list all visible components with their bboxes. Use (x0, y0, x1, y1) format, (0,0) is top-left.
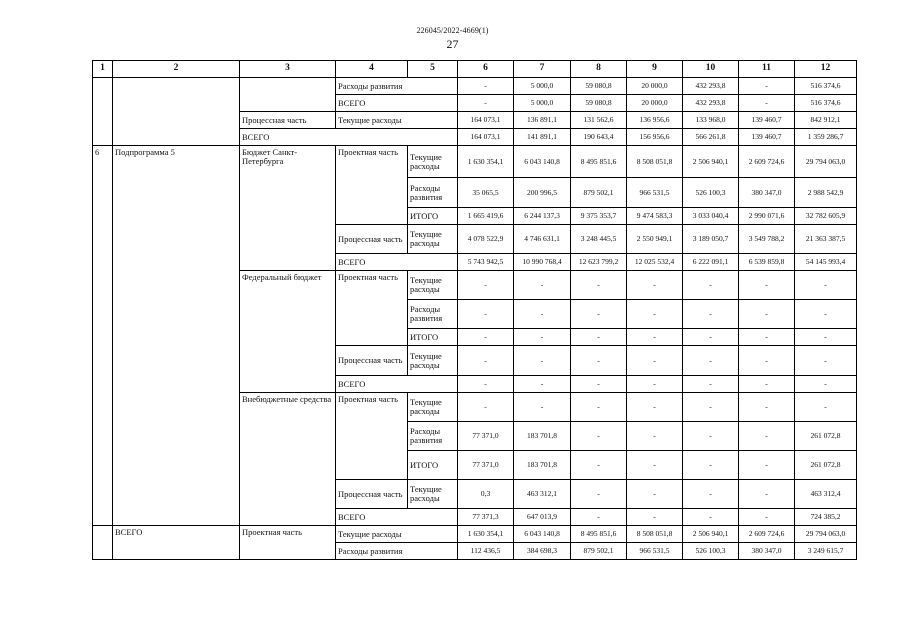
value-cell: - (683, 376, 739, 393)
col-header: 6 (458, 61, 514, 78)
document-id: 226045/2022-4669(1) (416, 26, 489, 35)
value-cell: 3 248 445,5 (571, 225, 627, 254)
value-cell: 3 549 788,2 (739, 225, 795, 254)
value-cell: 77 371,0 (458, 451, 514, 480)
value-cell: - (571, 480, 627, 509)
value-cell: 3 033 040,4 (683, 208, 739, 225)
expense-type: Текущие расходы (408, 225, 458, 254)
budget-table (92, 60, 857, 560)
col-header: 12 (795, 61, 857, 78)
table-row (93, 78, 857, 95)
value-cell: 432 293,8 (683, 95, 739, 112)
value-cell: 59 080,8 (571, 78, 627, 95)
subprogram-name: Подпрограмма 5 (113, 146, 240, 526)
value-cell: 463 312,1 (514, 480, 571, 509)
value-cell: 4 078 522,9 (458, 225, 514, 254)
value-cell: 380 347,0 (739, 178, 795, 208)
value-cell: - (458, 78, 514, 95)
value-cell: - (739, 509, 795, 526)
value-cell: 131 562,6 (571, 112, 627, 129)
value-cell: 35 065,5 (458, 178, 514, 208)
value-cell: 0,3 (458, 480, 514, 509)
value-cell: - (739, 393, 795, 422)
value-cell: 54 145 993,4 (795, 254, 857, 271)
value-cell: - (627, 346, 683, 376)
col-header: 9 (627, 61, 683, 78)
value-cell: 1 359 286,7 (795, 129, 857, 146)
value-cell: - (739, 376, 795, 393)
value-cell: 647 013,9 (514, 509, 571, 526)
value-cell: 261 072,8 (795, 451, 857, 480)
value-cell: - (514, 271, 571, 300)
value-cell: - (571, 376, 627, 393)
value-cell: - (739, 480, 795, 509)
value-cell: 526 100,3 (683, 178, 739, 208)
value-cell: 8 508 051,8 (627, 526, 683, 543)
value-cell: 6 043 140,8 (514, 146, 571, 178)
funding-source: Федеральный бюджет (240, 271, 336, 393)
part-label: Проектная часть (336, 271, 408, 346)
value-cell: - (514, 329, 571, 346)
value-cell: 2 550 949,1 (627, 225, 683, 254)
value-cell: - (683, 329, 739, 346)
value-cell: - (795, 271, 857, 300)
row-label: Процессная часть (240, 112, 336, 129)
value-cell: 384 698,3 (514, 543, 571, 560)
value-cell: 2 990 071,6 (739, 208, 795, 225)
funding-source: Внебюджетные средства (240, 393, 336, 526)
value-cell: - (514, 300, 571, 329)
value-cell: - (571, 329, 627, 346)
cell-empty (240, 78, 336, 112)
value-cell: - (795, 393, 857, 422)
value-cell: - (795, 329, 857, 346)
part-label: Процессная часть (336, 480, 408, 509)
value-cell: 12 025 532,4 (627, 254, 683, 271)
value-cell: - (458, 346, 514, 376)
value-cell: 59 080,8 (571, 95, 627, 112)
value-cell: - (458, 376, 514, 393)
value-cell: 77 371,3 (458, 509, 514, 526)
value-cell: - (458, 95, 514, 112)
value-cell: 6 244 137,3 (514, 208, 571, 225)
value-cell: 21 363 387,5 (795, 225, 857, 254)
part-label: Проектная часть (336, 393, 408, 480)
value-cell: 164 073,1 (458, 112, 514, 129)
value-cell: - (683, 393, 739, 422)
value-cell: - (458, 300, 514, 329)
value-cell: 966 531,5 (627, 178, 683, 208)
row-label: ВСЕГО (240, 129, 458, 146)
value-cell: - (739, 451, 795, 480)
value-cell: 112 436,5 (458, 543, 514, 560)
value-cell: 966 531,5 (627, 543, 683, 560)
value-cell: 20 000,0 (627, 95, 683, 112)
value-cell: 9 474 583,3 (627, 208, 683, 225)
expense-type: Текущие расходы (408, 146, 458, 178)
part-label: Процессная часть (336, 225, 408, 254)
value-cell: 1 630 354,1 (458, 526, 514, 543)
value-cell: 2 506 940,1 (683, 526, 739, 543)
value-cell: 842 912,1 (795, 112, 857, 129)
expense-type: ИТОГО (408, 451, 458, 480)
value-cell: 136 891,1 (514, 112, 571, 129)
value-cell: - (627, 376, 683, 393)
value-cell: - (571, 451, 627, 480)
total-label: ВСЕГО (113, 526, 240, 560)
value-cell: 1 630 354,1 (458, 146, 514, 178)
value-cell: 516 374,6 (795, 78, 857, 95)
value-cell: 141 891,1 (514, 129, 571, 146)
expense-type: Текущие расходы (408, 480, 458, 509)
value-cell: 2 506 940,1 (683, 146, 739, 178)
value-cell: - (739, 329, 795, 346)
value-cell: - (627, 509, 683, 526)
value-cell: - (458, 271, 514, 300)
col-header: 1 (93, 61, 113, 78)
row-label: Расходы развития (336, 543, 458, 560)
value-cell: 12 623 799,2 (571, 254, 627, 271)
row-label: Расходы развития (336, 78, 458, 95)
row-number: 6 (93, 146, 113, 526)
value-cell: - (514, 346, 571, 376)
value-cell: - (571, 271, 627, 300)
row-label: Текущие расходы (336, 112, 458, 129)
value-cell: 200 996,5 (514, 178, 571, 208)
value-cell: - (739, 271, 795, 300)
page-number: 27 (446, 37, 459, 51)
value-cell: - (571, 393, 627, 422)
value-cell: 20 000,0 (627, 78, 683, 95)
col-header: 2 (113, 61, 240, 78)
col-header: 3 (240, 61, 336, 78)
col-header: 11 (739, 61, 795, 78)
value-cell: - (514, 393, 571, 422)
value-cell: 3 189 050,7 (683, 225, 739, 254)
value-cell: - (795, 346, 857, 376)
value-cell: 566 261,8 (683, 129, 739, 146)
col-header: 10 (683, 61, 739, 78)
value-cell: 2 988 542,9 (795, 178, 857, 208)
row-label: ВСЕГО (336, 509, 458, 526)
value-cell: 6 539 859,8 (739, 254, 795, 271)
value-cell: 164 073,1 (458, 129, 514, 146)
expense-type: ИТОГО (408, 329, 458, 346)
table-row (93, 146, 857, 178)
col-header: 8 (571, 61, 627, 78)
row-label: ВСЕГО (336, 95, 458, 112)
value-cell: - (739, 95, 795, 112)
value-cell: 432 293,8 (683, 78, 739, 95)
value-cell: - (739, 422, 795, 451)
value-cell: 724 385,2 (795, 509, 857, 526)
value-cell: - (571, 346, 627, 376)
value-cell: - (571, 300, 627, 329)
part-label: Процессная часть (336, 346, 408, 376)
value-cell: 879 502,1 (571, 543, 627, 560)
part-label: Проектная часть (336, 146, 408, 225)
value-cell: - (627, 451, 683, 480)
value-cell: - (683, 509, 739, 526)
value-cell: 10 990 768,4 (514, 254, 571, 271)
value-cell: 183 701,8 (514, 422, 571, 451)
row-label: ВСЕГО (336, 254, 458, 271)
value-cell: - (627, 300, 683, 329)
value-cell: 6 222 091,1 (683, 254, 739, 271)
value-cell: - (627, 271, 683, 300)
row-label: ВСЕГО (336, 376, 458, 393)
value-cell: 5 000,0 (514, 95, 571, 112)
value-cell: - (683, 422, 739, 451)
expense-type: Текущие расходы (408, 346, 458, 376)
cell-empty (93, 526, 113, 560)
value-cell: - (627, 329, 683, 346)
value-cell: - (795, 376, 857, 393)
part-label: Проектная часть (240, 526, 336, 560)
value-cell: 9 375 353,7 (571, 208, 627, 225)
value-cell: 4 746 631,1 (514, 225, 571, 254)
value-cell: - (683, 451, 739, 480)
value-cell: 29 794 063,0 (795, 526, 857, 543)
value-cell: 139 460,7 (739, 129, 795, 146)
value-cell: 156 956,6 (627, 129, 683, 146)
value-cell: - (683, 271, 739, 300)
value-cell: 77 371,0 (458, 422, 514, 451)
value-cell: 879 502,1 (571, 178, 627, 208)
value-cell: - (683, 300, 739, 329)
value-cell: 5 743 942,5 (458, 254, 514, 271)
funding-source: Бюджет Санкт-Петербурга (240, 146, 336, 271)
value-cell: 183 701,8 (514, 451, 571, 480)
value-cell: - (627, 422, 683, 451)
value-cell: - (739, 346, 795, 376)
value-cell: 2 609 724,6 (739, 526, 795, 543)
value-cell: 526 100,3 (683, 543, 739, 560)
value-cell: 1 665 419,6 (458, 208, 514, 225)
value-cell: 463 312,4 (795, 480, 857, 509)
cell-empty (113, 78, 240, 146)
value-cell: 8 508 051,8 (627, 146, 683, 178)
row-label: Текущие расходы (336, 526, 458, 543)
value-cell: 3 249 615,7 (795, 543, 857, 560)
expense-type: ИТОГО (408, 208, 458, 225)
value-cell: 6 043 140,8 (514, 526, 571, 543)
col-header: 4 (336, 61, 408, 78)
expense-type: Текущие расходы (408, 271, 458, 300)
value-cell: 261 072,8 (795, 422, 857, 451)
expense-type: Расходы развития (408, 178, 458, 208)
value-cell: 190 643,4 (571, 129, 627, 146)
header-row (93, 61, 857, 78)
value-cell: - (795, 300, 857, 329)
value-cell: - (627, 393, 683, 422)
value-cell: - (571, 422, 627, 451)
value-cell: - (739, 300, 795, 329)
cell-empty (93, 78, 113, 146)
table-row (93, 526, 857, 543)
col-header: 5 (408, 61, 458, 78)
value-cell: - (571, 509, 627, 526)
value-cell: 5 000,0 (514, 78, 571, 95)
value-cell: 516 374,6 (795, 95, 857, 112)
value-cell: 8 495 851,6 (571, 146, 627, 178)
value-cell: 133 968,0 (683, 112, 739, 129)
value-cell: - (739, 78, 795, 95)
value-cell: 139 460,7 (739, 112, 795, 129)
value-cell: 136 956,6 (627, 112, 683, 129)
value-cell: 380 347,0 (739, 543, 795, 560)
value-cell: - (458, 329, 514, 346)
value-cell: - (458, 393, 514, 422)
value-cell: 32 782 605,9 (795, 208, 857, 225)
value-cell: 8 495 851,6 (571, 526, 627, 543)
value-cell: 29 794 063,0 (795, 146, 857, 178)
expense-type: Текущие расходы (408, 393, 458, 422)
value-cell: - (683, 346, 739, 376)
value-cell: - (514, 376, 571, 393)
value-cell: 2 609 724,6 (739, 146, 795, 178)
col-header: 7 (514, 61, 571, 78)
expense-type: Расходы развития (408, 300, 458, 329)
value-cell: - (627, 480, 683, 509)
expense-type: Расходы развития (408, 422, 458, 451)
value-cell: - (683, 480, 739, 509)
